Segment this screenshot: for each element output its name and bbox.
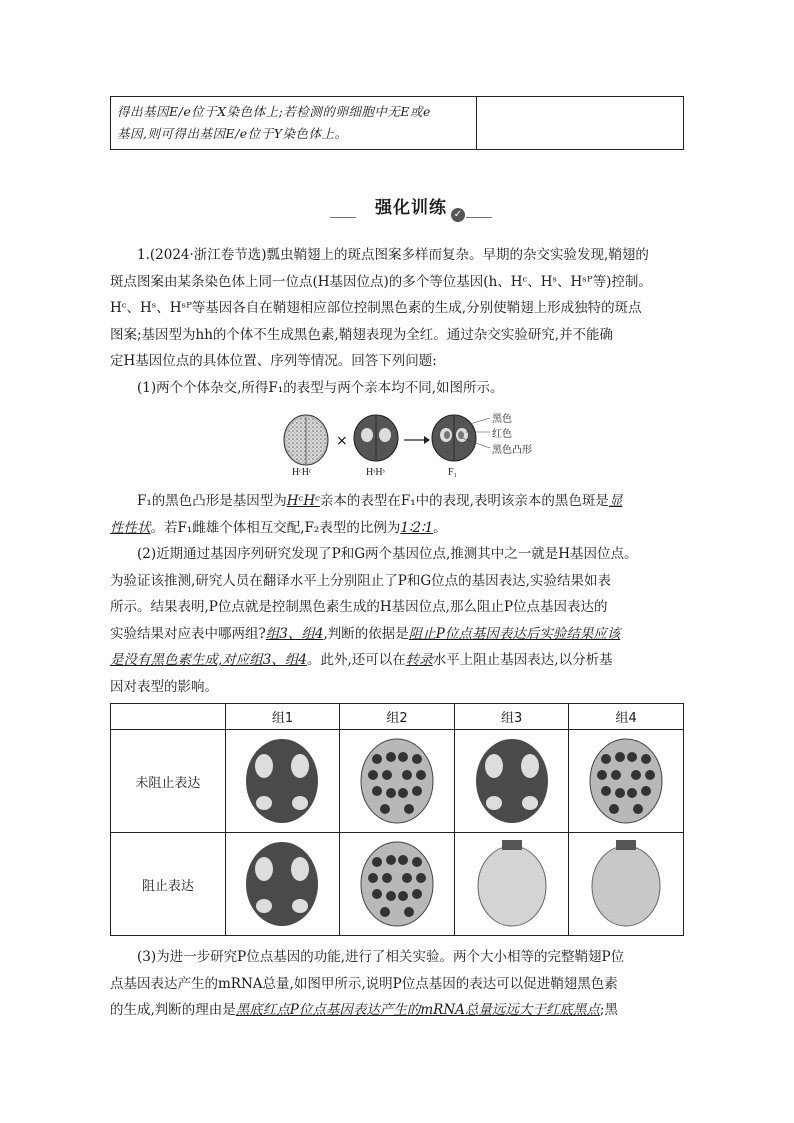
beetle-image-light-dotted — [357, 731, 437, 827]
answer-table-fragment — [110, 96, 684, 150]
beetle-image-dark-spots — [242, 731, 322, 827]
checkmark-icon: ✓ — [451, 208, 465, 222]
blank-groups: 组3、组4 — [265, 625, 324, 642]
subquestion-2-line: 为验证该推测,研究人员在翻译水平上分别阻止了P和G位点的基因表达,实验结果如表 — [110, 572, 611, 589]
subquestion-3 — [110, 944, 684, 1024]
table-row — [111, 833, 684, 936]
subquestion-3-line: 的生成,判断的理由是黑底红点P位点基因表达产生的mRNA总量远远大于红底黑点;黑 — [110, 1002, 618, 1018]
title-underline-right — [466, 217, 492, 218]
beetle-image-pale — [586, 834, 666, 930]
header-group4: 组4 — [569, 704, 684, 730]
svg-text:×: × — [336, 433, 348, 449]
header-group3: 组3 — [454, 704, 569, 730]
intro-line: 图案;基因型为hh的个体不生成黑色素,鞘翅表现为全红。通过杂交实验研究,并不能确 — [110, 326, 614, 343]
subquestion-2-line: 是没有黑色素生成,对应组3、组4。此外,还可以在转录水平上阻止基因表达,以分析基 — [110, 652, 613, 668]
question-intro — [110, 242, 684, 401]
blank-genotype: HᶜHᶜ — [286, 493, 320, 509]
header-empty — [111, 704, 226, 730]
blank-mrna-reason: 黑底红点P位点基因表达产生的mRNA总量远远大于红底黑点 — [235, 1002, 600, 1018]
answer-1-line1: F₁的黑色凸形是基因型为HᶜHᶜ亲本的表型在F₁中的表现,表明该亲本的黑色斑是显 — [137, 493, 623, 509]
header-group2: 组2 — [340, 704, 455, 730]
image-cell — [225, 833, 340, 936]
parent1-label: HᶜHᶜ — [292, 467, 312, 478]
image-cell — [340, 730, 455, 833]
answer-line-1: 得出基因E/e位于X染色体上;若检测的卵细胞中无E或e — [117, 104, 431, 119]
blank-dominant: 显 — [608, 493, 623, 509]
image-cell — [225, 730, 340, 833]
row-label-unblocked: 未阻止表达 — [111, 730, 226, 833]
legend-black: 黑色 — [492, 414, 512, 425]
answer-1-line2: 性性状。若F₁雌雄个体相互交配,F₂表型的比例为1∶2∶1。 — [110, 519, 447, 536]
intro-line: 1.(2024·浙江卷节选)瓢虫鞘翅上的斑点图案多样而复杂。早期的杂交实验发现,鞘翅的 — [137, 247, 649, 263]
header-group1: 组1 — [225, 704, 340, 730]
answers-block — [110, 488, 684, 700]
beetle-image-light-dotted — [586, 731, 666, 827]
answer-cell — [111, 97, 477, 149]
legend-red: 红色 — [492, 429, 512, 440]
table-row — [111, 730, 684, 833]
image-cell — [569, 730, 684, 833]
section-header — [330, 193, 492, 223]
beetle-image-pale — [472, 834, 552, 930]
intro-line: 定H基因位点的具体位置、序列等情况。回答下列问题: — [110, 353, 437, 369]
offspring-label: F₁ — [448, 467, 458, 478]
blank-level: 转录 — [405, 652, 433, 668]
cross-figure — [280, 410, 550, 484]
answer-line-2: 基因,则可得出基因E/e位于Y染色体上。 — [117, 126, 348, 141]
subquestion-2-line: 实验结果对应表中哪两组?组3、组4,判断的依据是阻止P位点基因表达后实验结果应该 — [110, 625, 621, 642]
beetle-image-light-dotted — [357, 834, 437, 930]
subquestion-2-line: 所示。结果表明,P位点就是控制黑色素生成的H基因位点,那么阻止P位点基因表达的 — [110, 599, 608, 615]
intro-line: 斑点图案由某条染色体上同一位点(H基因位点)的多个等位基因(h、Hᶜ、Hˢ、Hˢᴾ等)控制。 — [110, 273, 652, 290]
title-underline-left — [330, 217, 356, 218]
image-cell — [340, 833, 455, 936]
legend-black-convex: 黑色凸形 — [492, 445, 532, 456]
subquestion-2-line: (2)近期通过基因序列研究发现了P和G两个基因位点,推测其中之一就是H基因位点。 — [137, 546, 638, 562]
subquestion-1: (1)两个个体杂交,所得F₁的表型与两个亲本均不同,如图所示。 — [137, 379, 504, 396]
row-label-blocked: 阻止表达 — [111, 833, 226, 936]
results-table — [110, 703, 684, 936]
beetle-image-dark-spots — [472, 731, 552, 827]
image-cell — [454, 833, 569, 936]
parent2-label: HˢHˢ — [366, 467, 385, 478]
table-header-row — [111, 704, 684, 730]
beetle-image-dark-spots — [242, 834, 322, 930]
subquestion-3-line: 点基因表达产生的mRNA总量,如图甲所示,说明P位点基因的表达可以促进鞘翅黑色素 — [110, 975, 618, 992]
image-cell — [569, 833, 684, 936]
section-title: 强化训练 — [375, 198, 447, 218]
blank-reason-a: 阻止P位点基因表达后实验结果应该 — [408, 625, 621, 642]
intro-line: Hᶜ、Hˢ、Hˢᴾ等基因各自在鞘翅相应部位控制黑色素的生成,分别使鞘翅上形成独特的斑点 — [110, 300, 642, 316]
subquestion-2-line: 因对表型的影响。 — [110, 678, 218, 695]
subquestion-3-line: (3)为进一步研究P位点基因的功能,进行了相关实验。两个大小相等的完整鞘翅P位 — [137, 949, 625, 965]
image-cell — [454, 730, 569, 833]
blank-reason-b: 是没有黑色素生成,对应组3、组4 — [110, 652, 307, 668]
blank-ratio: 1∶2∶1 — [400, 519, 434, 536]
